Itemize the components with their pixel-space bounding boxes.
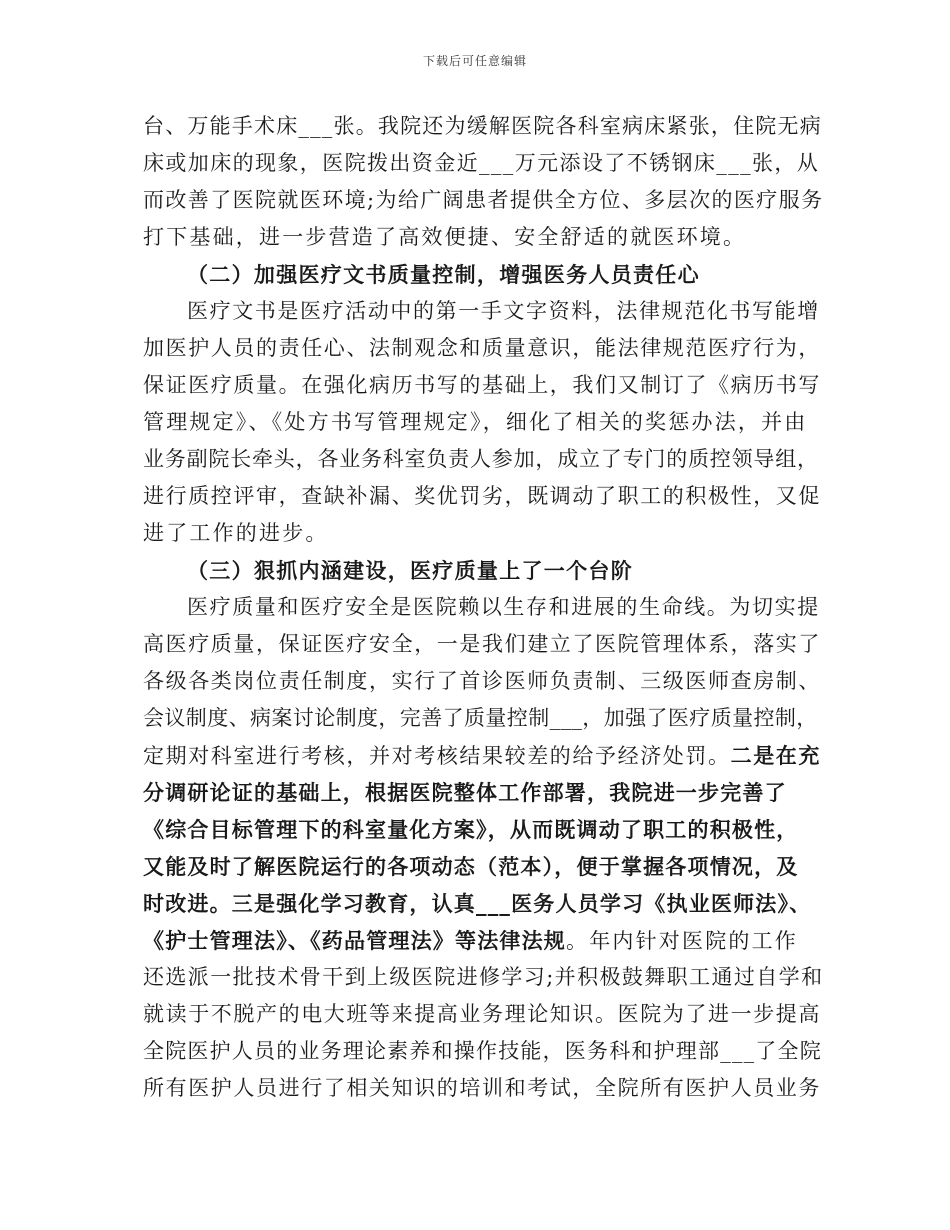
text-line bbox=[143, 404, 823, 441]
text-line bbox=[143, 996, 823, 1033]
page-header: 下载后可任意编辑 bbox=[422, 54, 527, 68]
bold-text-run: 又能及时了解医院运行的各项动态（范本），便于掌握各项情况，及 bbox=[143, 854, 799, 879]
bold-text-run: （三）狠抓内涵建设，医疗质量上了一个台阶 bbox=[187, 558, 633, 583]
text-run: 还选派一批技术骨干到上级医院进修学习;并积极鼓舞职工通过自学和 bbox=[143, 965, 824, 989]
text-line bbox=[143, 108, 823, 145]
bold-text-run: （二）加强医疗文书质量控制，增强医务人员责任心 bbox=[187, 262, 700, 287]
text-line bbox=[143, 774, 823, 811]
text-line bbox=[143, 182, 823, 219]
text-run: 进行质控评审，查缺补漏、奖优罚劣，既调动了职工的积极性，又促 bbox=[143, 484, 821, 508]
text-run: 医疗文书是医疗活动中的第一手文字资料，法律规范化书写能增 bbox=[187, 299, 820, 323]
text-line bbox=[143, 1033, 823, 1070]
text-line bbox=[143, 848, 823, 885]
text-run: 床或加床的现象，医院拨出资金近___万元添设了不锈钢床___张，从 bbox=[143, 151, 820, 175]
text-run: 会议制度、病案讨论制度，完善了质量控制___，加强了医疗质量控制， bbox=[143, 706, 818, 730]
text-run: 台、万能手术床___张。我院还为缓解医院各科室病床紧张，住院无病 bbox=[143, 114, 822, 138]
text-run: 全院医护人员的业务理论素养和操作技能，医务科和护理部___了全院 bbox=[143, 1039, 822, 1063]
text-line bbox=[143, 922, 823, 959]
text-line bbox=[143, 330, 823, 367]
text-run: 医疗质量和医疗安全是医院赖以生存和进展的生命线。为切实提 bbox=[187, 595, 820, 619]
text-run: 所有医护人员进行了相关知识的培训和考试，全院所有医护人员业务 bbox=[143, 1076, 821, 1100]
text-line bbox=[143, 700, 823, 737]
bold-text-run: 分调研论证的基础上，根据医院整体工作部署，我院进一步完善了 bbox=[143, 780, 787, 805]
text-line bbox=[143, 1070, 823, 1107]
text-line bbox=[143, 626, 823, 663]
bold-text-run: 二是在充 bbox=[730, 743, 822, 768]
text-line bbox=[143, 589, 823, 626]
text-run: 打下基础，进一步营造了高效便捷、安全舒适的就医环境。 bbox=[143, 225, 747, 249]
text-run: 各级各类岗位责任制度，实行了首诊医师负责制、三级医师查房制、 bbox=[143, 669, 821, 693]
text-line bbox=[143, 959, 823, 996]
text-run: 管理规定》、《处方书写管理规定》，细化了相关的奖惩办法，并由 bbox=[143, 410, 808, 434]
text-run: 而改善了医院就医环境;为给广阔患者提供全方位、多层次的医疗服务 bbox=[143, 188, 824, 212]
text-run: 加医护人员的责任心、法制观念和质量意识，能法律规范医疗行为， bbox=[143, 336, 821, 360]
text-run: 保证医疗质量。在强化病历书写的基础上，我们又制订了《病历书写 bbox=[143, 373, 821, 397]
document-body bbox=[143, 108, 823, 1107]
text-run: 业务副院长牵头，各业务科室负责人参加，成立了专门的质控领导组， bbox=[143, 447, 819, 471]
text-run: 高医疗质量，保证医疗安全，一是我们建立了医院管理体系，落实了 bbox=[143, 632, 821, 656]
text-line bbox=[143, 441, 823, 478]
text-line bbox=[143, 885, 823, 922]
text-run: 就读于不脱产的电大班等来提高业务理论知识。医院为了进一步提高 bbox=[143, 1002, 821, 1026]
text-line bbox=[143, 737, 823, 774]
text-line bbox=[143, 145, 823, 182]
text-run: 。年内针对医院的工作 bbox=[566, 929, 798, 953]
text-line bbox=[143, 478, 823, 515]
text-line bbox=[143, 293, 823, 330]
section-heading bbox=[143, 552, 823, 589]
section-heading bbox=[143, 256, 823, 293]
bold-text-run: 《护士管理法》、《药品管理法》等法律法规 bbox=[143, 928, 566, 953]
bold-text-run: 《综合目标管理下的科室量化方案》，从而既调动了职工的积极性， bbox=[143, 817, 799, 842]
text-line bbox=[143, 663, 823, 700]
text-line bbox=[143, 515, 823, 552]
bold-text-run: 时改进。三是强化学习教育，认真___医务人员学习《执业医师法》、 bbox=[143, 891, 812, 916]
text-line bbox=[143, 219, 823, 256]
text-run: 进了工作的进步。 bbox=[143, 521, 329, 545]
text-line bbox=[143, 367, 823, 404]
text-line bbox=[143, 811, 823, 848]
text-run: 定期对科室进行考核，并对考核结果较差的给予经济处罚。 bbox=[143, 744, 731, 768]
